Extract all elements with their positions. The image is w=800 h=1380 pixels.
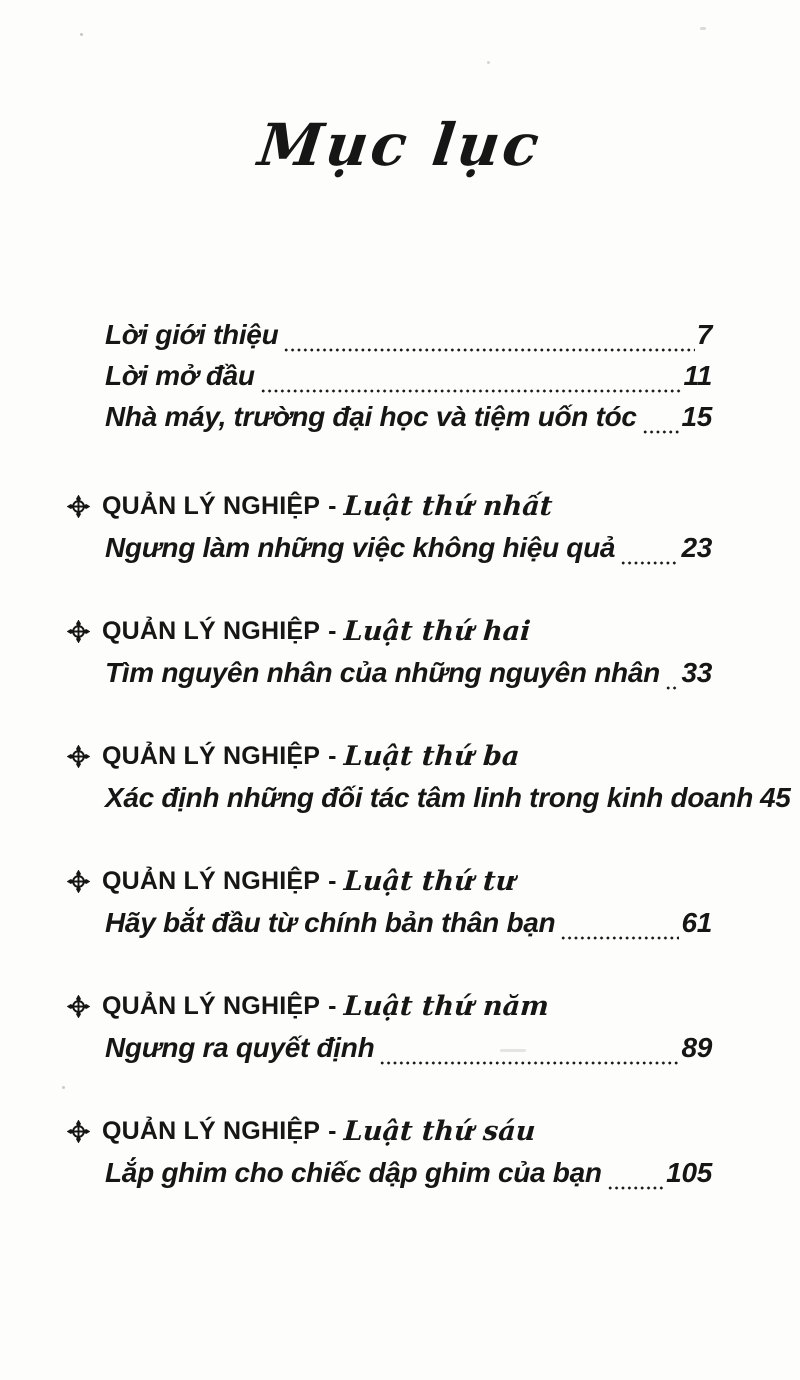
toc-entry [105, 360, 712, 401]
section-law-label: Luật thứ ba [343, 741, 522, 773]
dot-leader [607, 1183, 664, 1192]
dot-leader [620, 558, 679, 567]
heading-dash: - [328, 867, 337, 896]
toc-entry-label: Ngưng ra quyết định [105, 1031, 375, 1063]
toc-entry [105, 319, 712, 360]
section-heading-label: QUẢN LÝ NGHIỆP [102, 867, 321, 896]
toc-entry-label: Tìm nguyên nhân của những nguyên nhân [105, 656, 660, 688]
toc-entry [105, 907, 712, 948]
toc-entry-page: 15 [681, 400, 712, 432]
toc-entry [105, 401, 712, 442]
section-law-label: Luật thứ hai [343, 616, 533, 648]
section-heading-row [66, 740, 712, 774]
section-heading-row [66, 615, 712, 649]
compass-cross-bullet-icon [66, 495, 90, 519]
compass-cross-bullet-icon [66, 1120, 90, 1144]
section-law-label: Luật thứ năm [343, 991, 551, 1023]
dot-leader [379, 1058, 679, 1067]
toc-entry [105, 657, 712, 698]
dot-leader [665, 683, 680, 692]
toc-section [66, 490, 712, 573]
section-heading-label: QUẢN LÝ NGHIỆP [102, 1117, 321, 1146]
toc-entry-page: 89 [681, 1031, 712, 1063]
toc-entry [105, 532, 712, 573]
scan-speck [700, 27, 706, 30]
heading-dash: - [328, 742, 337, 771]
toc-section [66, 740, 791, 823]
toc-entry [105, 781, 791, 823]
scan-speck [487, 61, 490, 64]
front-matter-list [66, 319, 712, 442]
toc-entry-page: 105 [666, 1156, 712, 1188]
heading-dash: - [328, 492, 337, 521]
toc-entry-label: Lắp ghim cho chiếc dập ghim của bạn [105, 1156, 602, 1188]
section-law-label: Luật thứ sáu [343, 1116, 537, 1148]
section-heading-row [66, 865, 712, 899]
section-heading-row [66, 990, 712, 1024]
section-heading-row [66, 1115, 712, 1149]
toc-section [66, 990, 712, 1073]
scan-speck [80, 33, 83, 36]
toc-entry-page: 23 [681, 531, 712, 563]
dot-leader [260, 386, 682, 395]
scan-speck [500, 1049, 526, 1052]
dot-leader [560, 933, 679, 942]
section-heading-label: QUẢN LÝ NGHIỆP [102, 742, 321, 771]
toc-entry [105, 1032, 712, 1073]
section-heading-label: QUẢN LÝ NGHIỆP [102, 617, 321, 646]
section-heading-row [66, 490, 712, 524]
toc-entry-page: 61 [681, 906, 712, 938]
toc-entry-page: 7 [696, 318, 712, 350]
section-heading-label: QUẢN LÝ NGHIỆP [102, 992, 321, 1021]
scan-speck [62, 1086, 65, 1089]
toc-entry-label: Nhà máy, trường đại học và tiệm uốn tóc [105, 400, 637, 432]
dot-leader [642, 427, 680, 436]
toc-entry-label: Lời giới thiệu [105, 318, 279, 350]
heading-dash: - [328, 1117, 337, 1146]
compass-cross-bullet-icon [66, 620, 90, 644]
toc-entry-page: 45 [760, 781, 791, 813]
toc-entry-label: Ngưng làm những việc không hiệu quả [105, 531, 616, 563]
heading-dash: - [328, 617, 337, 646]
compass-cross-bullet-icon [66, 995, 90, 1019]
toc-entry-label: Lời mở đầu [105, 359, 255, 391]
toc-entry-label: Hãy bắt đầu từ chính bản thân bạn [105, 906, 556, 938]
toc-content [0, 319, 800, 1198]
section-heading-label: QUẢN LÝ NGHIỆP [102, 492, 321, 521]
toc-section [66, 865, 712, 948]
toc-section [66, 615, 712, 698]
toc-section [66, 1115, 712, 1198]
toc-entry-label: Xác định những đối tác tâm linh trong kinh doanh [105, 781, 754, 813]
toc-entry [105, 1157, 712, 1198]
section-law-label: Luật thứ tư [343, 866, 517, 898]
compass-cross-bullet-icon [66, 870, 90, 894]
section-law-label: Luật thứ nhất [343, 491, 554, 523]
toc-entry-page: 33 [681, 656, 712, 688]
dot-leader [283, 345, 694, 354]
page-title: Mục lục [254, 111, 546, 179]
heading-dash: - [328, 992, 337, 1021]
toc-entry-page: 11 [683, 359, 712, 391]
compass-cross-bullet-icon [66, 745, 90, 769]
